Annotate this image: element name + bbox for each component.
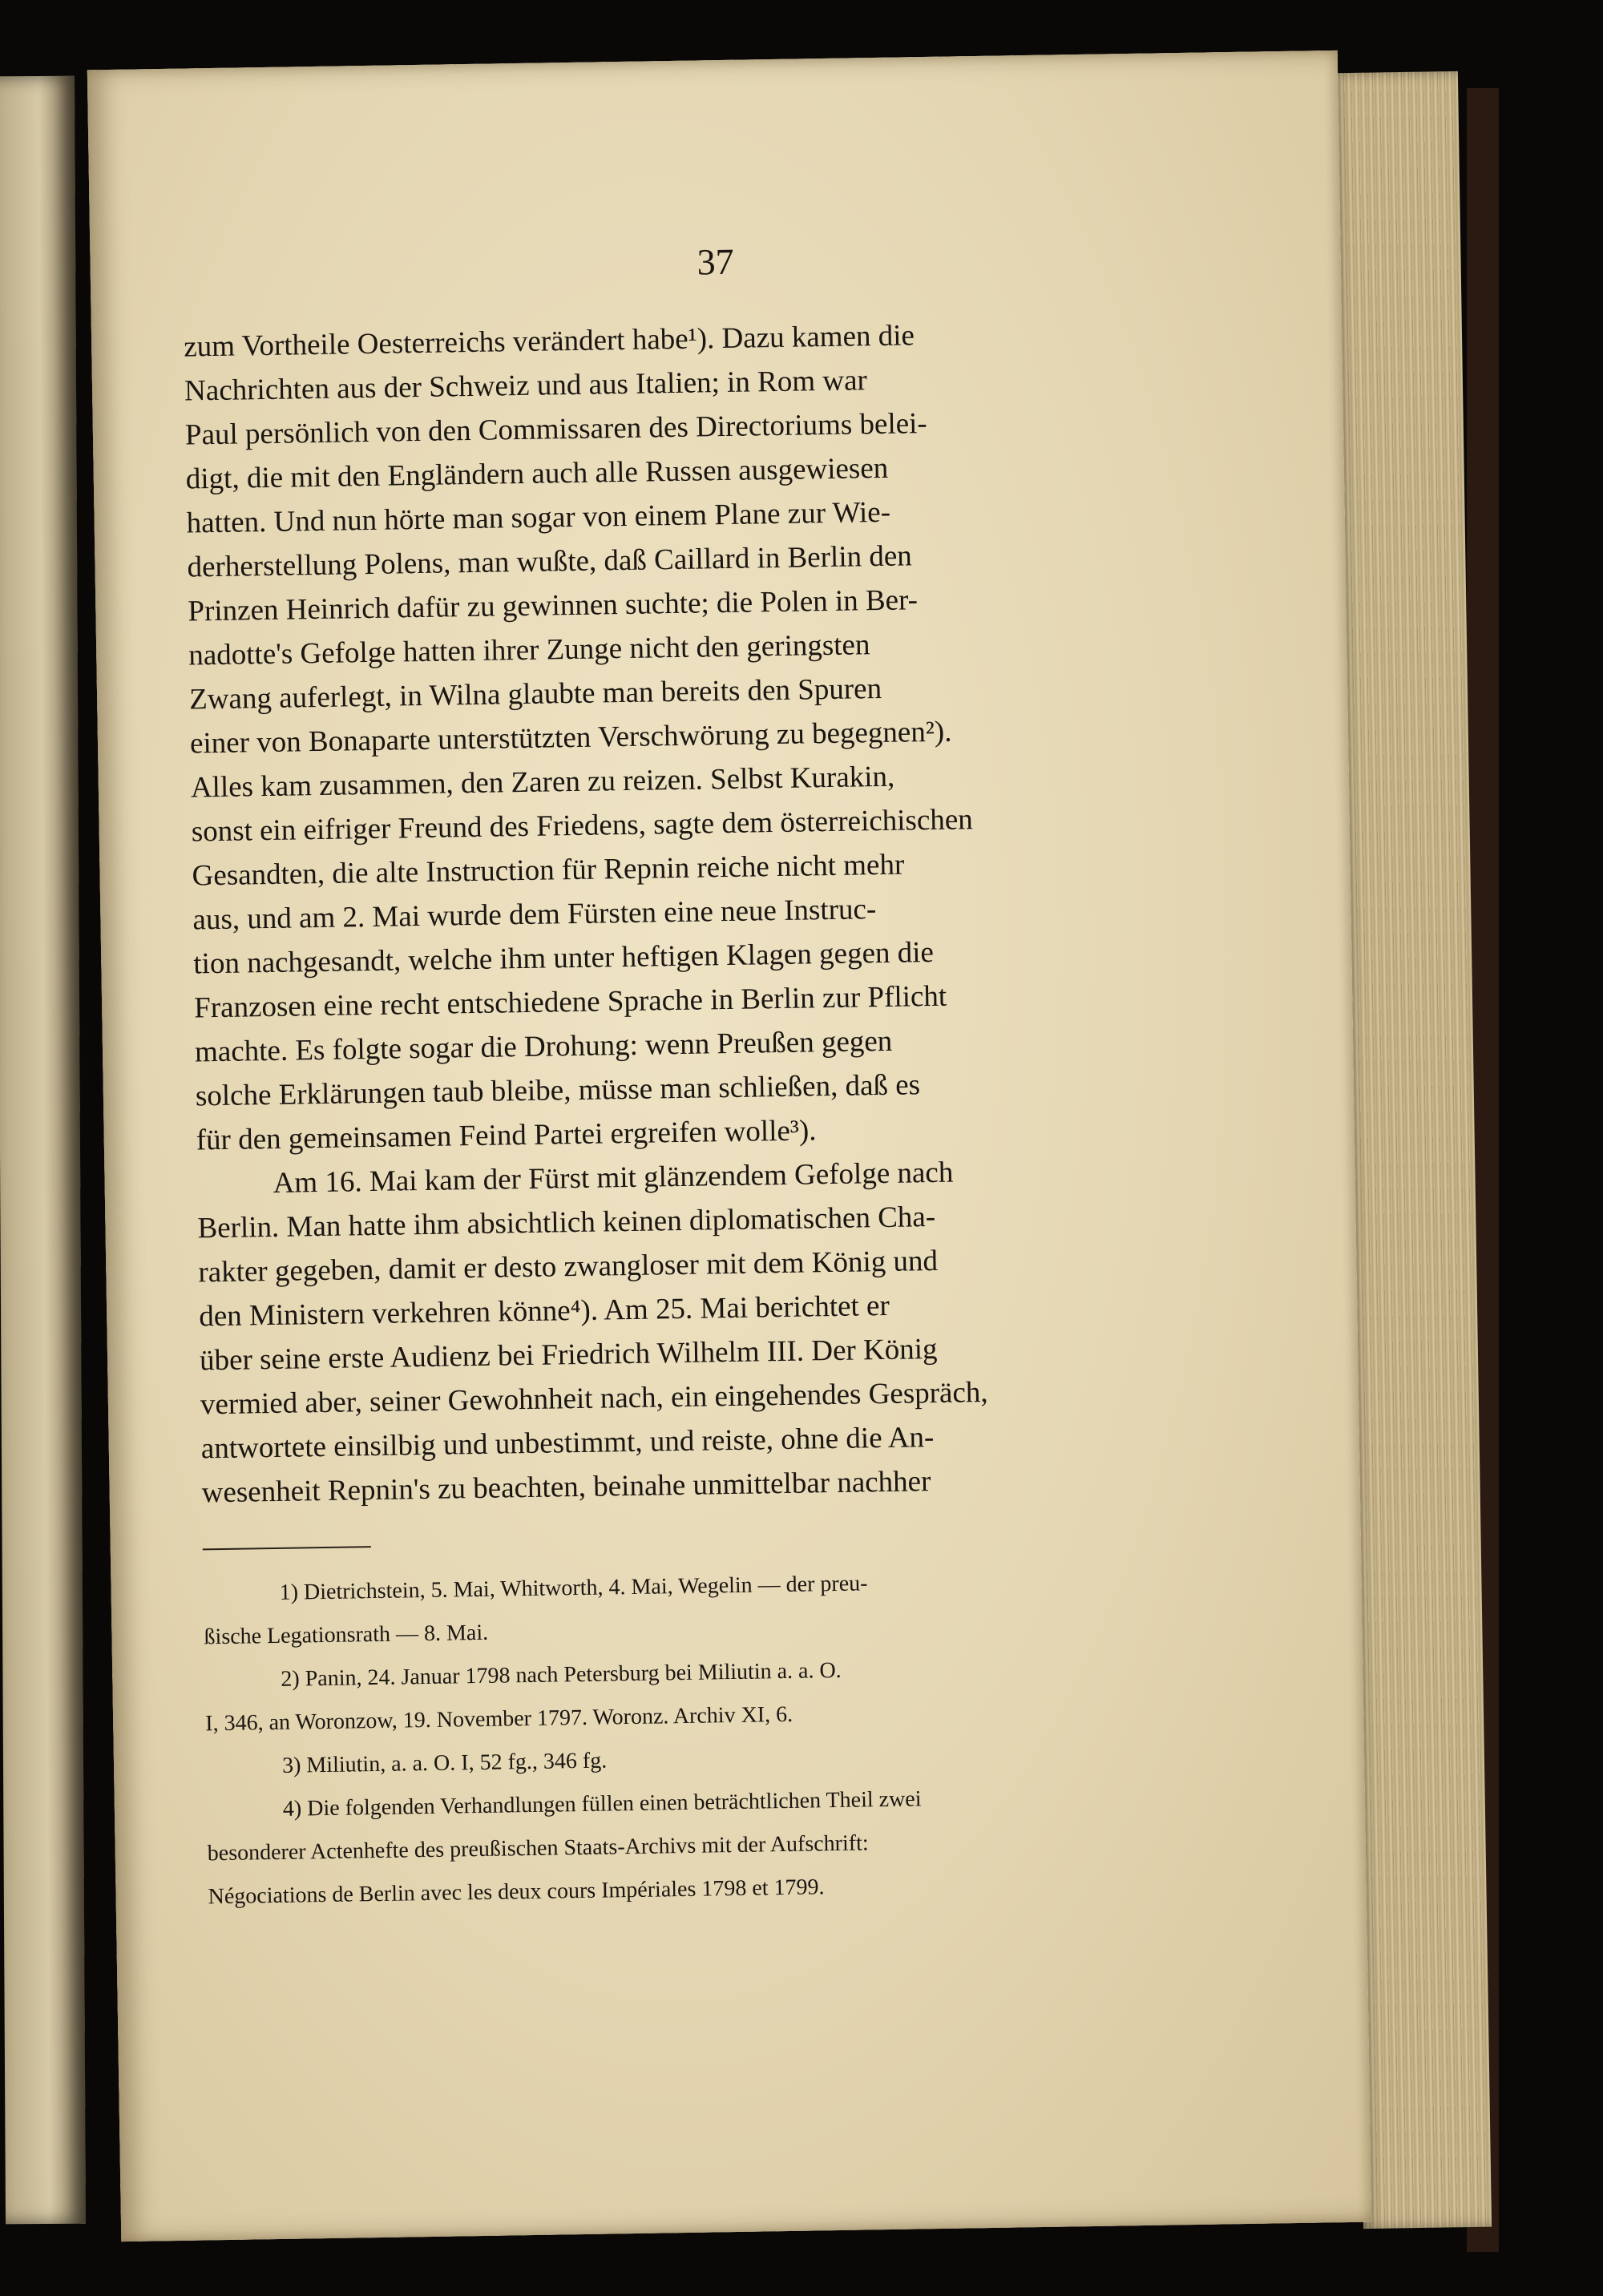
text-line: Prinzen Heinrich dafür zu gewinnen suchte; die Polen in Ber-: [188, 583, 919, 628]
text-line: Berlin. Man hatte ihm absichtlich keinen diplomatischen Cha-: [197, 1200, 936, 1245]
text-line: derherstellung Polens, man wußte, daß Caillard in Berlin den: [187, 539, 913, 584]
text-line: Zwang auferlegt, in Wilna glaubte man bereits den Spuren: [188, 672, 882, 716]
paragraph-2: [196, 1146, 1236, 1515]
text-line: Alles kam zusammen, den Zaren zu reizen. Selbst Kurakin,: [190, 760, 895, 805]
footnote-line: besonderer Actenhefte des preußischen Staats-Archivs mit der Aufschrift:: [207, 1830, 869, 1866]
text-line: wesenheit Repnin's zu beachten, beinahe unmittelbar nachher: [201, 1465, 931, 1510]
text-line: über seine erste Audienz bei Friedrich Wilhelm III. Der König: [199, 1332, 938, 1378]
footnote-line: 4) Die folgenden Verhandlungen füllen einen beträchtlichen Theil zwei: [282, 1786, 922, 1822]
text-line: solche Erklärungen taub bleibe, müsse man schließen, daß es: [195, 1068, 921, 1113]
text-line: Nachrichten aus der Schweiz und aus Italien; in Rom war: [184, 364, 868, 408]
text-line: für den gemeinsamen Feind Partei ergreifen wolle³).: [196, 1114, 817, 1157]
text-line: antwortete einsilbig und unbestimmt, und reiste, ohne die An-: [200, 1421, 935, 1466]
text-line: digt, die mit den Engländern auch alle Russen ausgewiesen: [185, 451, 889, 496]
text-line: sonst ein eifriger Freund des Friedens, sagte dem österreichischen: [191, 803, 974, 849]
text-line: Am 16. Mai kam der Fürst mit glänzendem Gefolge nach: [273, 1156, 954, 1200]
text-line: Gesandten, die alte Instruction für Repnin reiche nicht mehr: [192, 848, 905, 893]
text-line: aus, und am 2. Mai wurde dem Fürsten eine neue Instruc-: [192, 893, 877, 937]
footnote-line: 2) Panin, 24. Januar 1798 nach Petersburg bei Miliutin a. a. O.: [281, 1657, 842, 1692]
text-line: machte. Es folgte sogar die Drohung: wenn Preußen gegen: [194, 1024, 893, 1069]
text-line: nadotte's Gefolge hatten ihrer Zunge nicht den geringsten: [188, 628, 870, 672]
footnote-line: 3) Miliutin, a. a. O. I, 52 fg., 346 fg.: [281, 1748, 608, 1778]
text-line: hatten. Und nun hörte man sogar von einem Plane zur Wie-: [186, 495, 891, 540]
page-body: [184, 309, 1242, 1919]
book-page: [87, 50, 1371, 2242]
footnote-2: [204, 1643, 1240, 1745]
text-line: rakter gegeben, damit er desto zwangloser mit dem König und: [198, 1244, 939, 1289]
footnote-divider: [203, 1546, 371, 1550]
text-line: den Ministern verkehren könne⁴). Am 25. Mai berichtet er: [198, 1289, 890, 1334]
paragraph-1: [184, 309, 1230, 1162]
previous-page-edge: [0, 76, 86, 2224]
text-line: vermied aber, seiner Gewohnheit nach, ein eingehendes Gespräch,: [200, 1375, 988, 1422]
text-line: Franzosen eine recht entschiedene Sprache in Berlin zur Pflicht: [193, 979, 947, 1025]
footnote-line: 1) Dietrichstein, 5. Mai, Whitworth, 4. Mai, Wegelin — der preu-: [279, 1571, 868, 1605]
main-text: [184, 309, 1236, 1515]
footnotes: [203, 1556, 1242, 1919]
text-line: Paul persönlich von den Commissaren des Directoriums belei-: [184, 407, 928, 452]
text-line: einer von Bonaparte unterstützten Verschwörung zu begegnen²).: [189, 715, 952, 761]
footnote-1: [203, 1556, 1238, 1659]
footnote-line: Négociations de Berlin avec les deux cours Impériales 1798 et 1799.: [208, 1874, 825, 1910]
text-line: tion nachgesandt, welche ihm unter heftigen Klagen gegen die: [193, 935, 935, 981]
footnote-4: [207, 1773, 1242, 1919]
text-line: zum Vortheile Oesterreichs verändert habe¹). Dazu kamen die: [183, 319, 915, 364]
page-number: 37: [697, 240, 735, 283]
footnote-line: I, 346, an Woronzow, 19. November 1797. Woronz. Archiv XI, 6.: [204, 1701, 793, 1737]
footnote-line: ßische Legationsrath — 8. Mai.: [204, 1620, 489, 1650]
